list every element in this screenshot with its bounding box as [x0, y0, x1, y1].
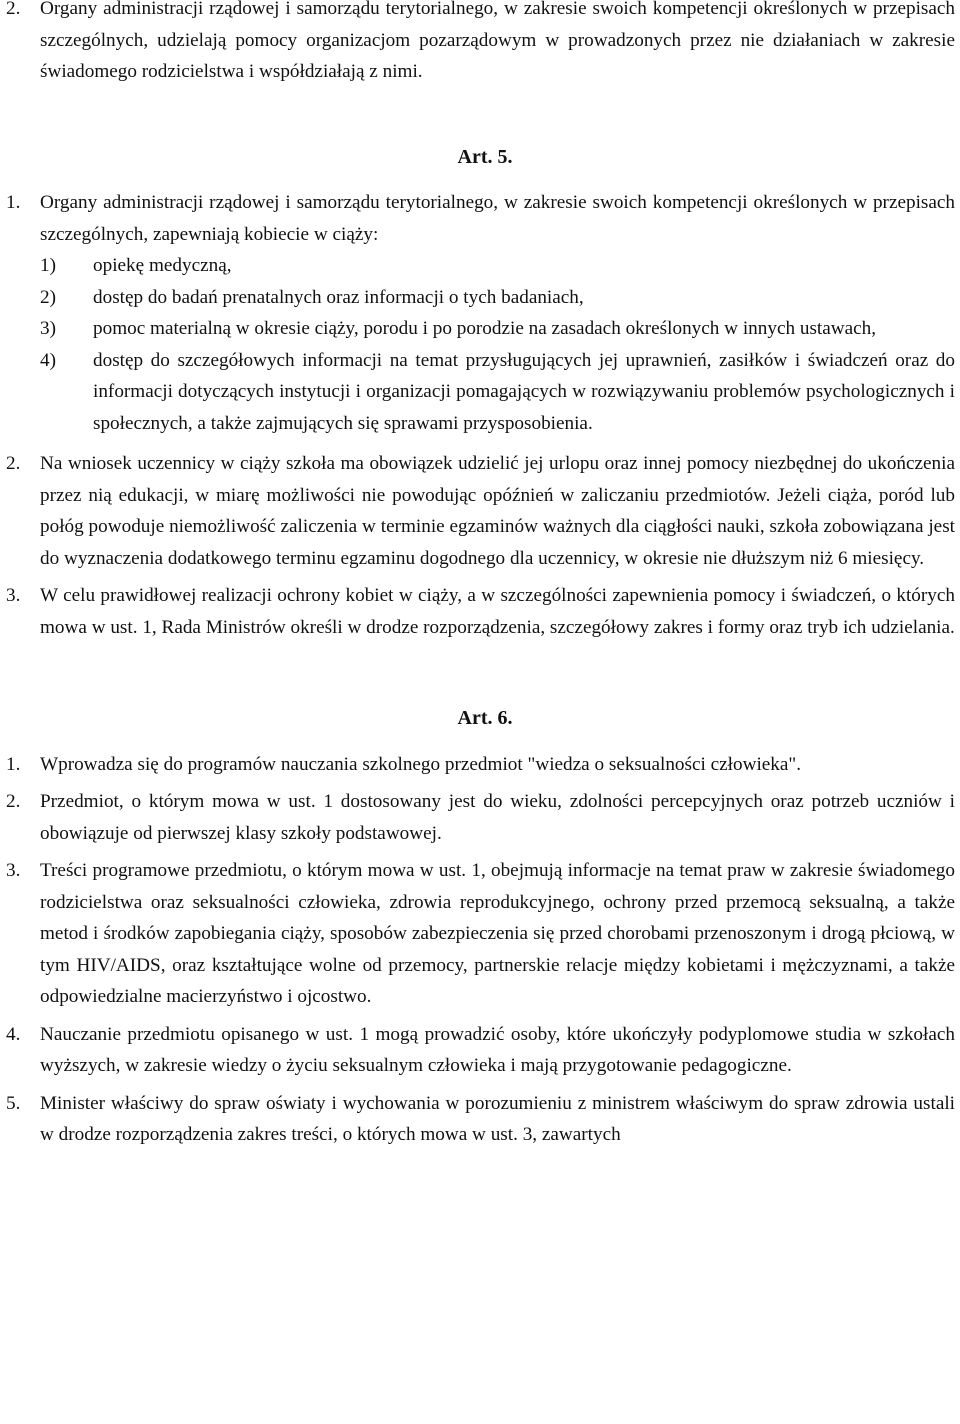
paragraph-number: 3. [6, 860, 21, 881]
list-item-number: 3) [40, 318, 56, 339]
paragraph-number: 1. [6, 753, 21, 775]
art5-point-list [40, 250, 955, 439]
list-item-number: 4) [40, 349, 56, 371]
art6-paragraph-3 [0, 855, 960, 1013]
list-item [40, 345, 955, 440]
list-item-text: opiekę medyczną, [93, 255, 232, 276]
art6-paragraph-5 [0, 1088, 960, 1151]
list-item-text: dostęp do badań prenatalnych oraz informacji o tych badaniach, [93, 286, 584, 308]
art6-paragraph-2 [0, 786, 960, 849]
paragraph-number: 5. [6, 1092, 21, 1114]
paragraph-text: Wprowadza się do programów nauczania szkolnego przedmiot "wiedza o seksualności człowieka". [40, 753, 802, 775]
paragraph-text: Organy administracji rządowej i samorządu terytorialnego, w zakresie swoich kompetencji określonych w przepisach szczególnych, udzielają pomocy organizacjom pozarządowym w prowadzonych przez nie działaniach w zakresie świadomego rodzicielstwa i współdziałają z nimi. [40, 0, 955, 82]
article-5-title: Art. 5. [457, 145, 513, 168]
list-item [40, 250, 955, 282]
paragraph-text: W celu prawidłowej realizacji ochrony kobiet w ciąży, a w szczególności zapewnienia pomocy i świadczeń, o których mowa w ust. 1, Rada Ministrów określi w drodze rozporządzenia, szczegółowy zakres i formy oraz tryb ich udzielania. [40, 585, 955, 638]
paragraph-number: 1. [6, 192, 21, 213]
paragraph-text: Minister właściwy do spraw oświaty i wychowania w porozumieniu z ministrem właściwym do spraw zdrowia ustali w drodze rozporządzenia zakres treści, o których mowa w ust. 3, zawartych [40, 1092, 955, 1145]
paragraph-text: Przedmiot, o którym mowa w ust. 1 dostosowany jest do wieku, zdolności percepcyjnych oraz potrzeb uczniów i obowiązuje od pierwszej klasy szkoły podstawowej. [40, 791, 955, 844]
list-item-number: 2) [40, 286, 56, 308]
list-item-number: 1) [40, 255, 56, 276]
article-6-title: Art. 6. [457, 707, 513, 729]
list-item-text: dostęp do szczegółowych informacji na temat przysługujących jej uprawnień, zasiłków i świadczeń oraz do informacji dotyczących instytucji i organizacji pomagających w rozwiązywaniu problemów psychologicznych i społecznych, a także zajmujących się sprawami przysposobienia. [93, 349, 955, 434]
art5-paragraph-2 [0, 448, 960, 574]
list-item-text: pomoc materialną w okresie ciąży, porodu i po porodzie na zasadach określonych w innych ustawach, [93, 318, 877, 339]
paragraph-text: Na wniosek uczennicy w ciąży szkoła ma obowiązek udzielić jej urlopu oraz innej pomocy niezbędnej do ukończenia przez nią edukacji, w miarę możliwości nie powodując opóźnień w zaliczaniu przedmiotów. Jeżeli ciąża, poród lub połóg powoduje niemożliwość zaliczenia w terminie egzaminów ważnych dla ciągłości nauki, szkoła zobowiązana jest do wyznaczenia dodatkowego terminu egzaminu dogodnego dla uczennicy, w okresie nie dłuższym niż 6 miesięcy. [40, 453, 955, 569]
paragraph-number: 2. [6, 791, 21, 812]
art6-paragraph-1 [0, 749, 960, 781]
paragraph-number: 2. [6, 453, 21, 474]
paragraph-number: 2. [6, 0, 21, 19]
art4-paragraph-2 [0, 0, 960, 88]
paragraph-text: Treści programowe przedmiotu, o którym mowa w ust. 1, obejmują informacje na temat praw w zakresie świadomego rodzicielstwa oraz seksualności człowieka, zdrowia reprodukcyjnego, ochrony przed przemocą seksualną, a także metod i środków zapobiegania ciąży, sposobów zabezpieczenia się przed chorobami przenoszonym i drogą płciową, w tym HIV/AIDS, oraz kształtujące wolne od przemocy, partnerskie relacje między kobietami i mężczyznami, a także odpowiedzialne macierzyństwo i ojcostwo. [40, 860, 955, 1007]
art6-paragraph-4 [0, 1019, 960, 1082]
list-item [40, 313, 955, 345]
paragraph-number: 3. [6, 585, 21, 606]
list-item [40, 282, 955, 314]
paragraph-text: Nauczanie przedmiotu opisanego w ust. 1 mogą prowadzić osoby, które ukończyły podyplomowe studia w szkołach wyższych, w zakresie wiedzy o życiu seksualnym człowieka i mają przygotowanie pedagogiczne. [40, 1023, 955, 1076]
paragraph-text: Organy administracji rządowej i samorządu terytorialnego, w zakresie swoich kompetencji określonych w przepisach szczególnych, zapewniają kobiecie w ciąży: [40, 192, 955, 245]
art5-paragraph-1 [0, 187, 960, 439]
paragraph-number: 4. [6, 1023, 21, 1045]
art5-paragraph-3 [0, 580, 960, 643]
